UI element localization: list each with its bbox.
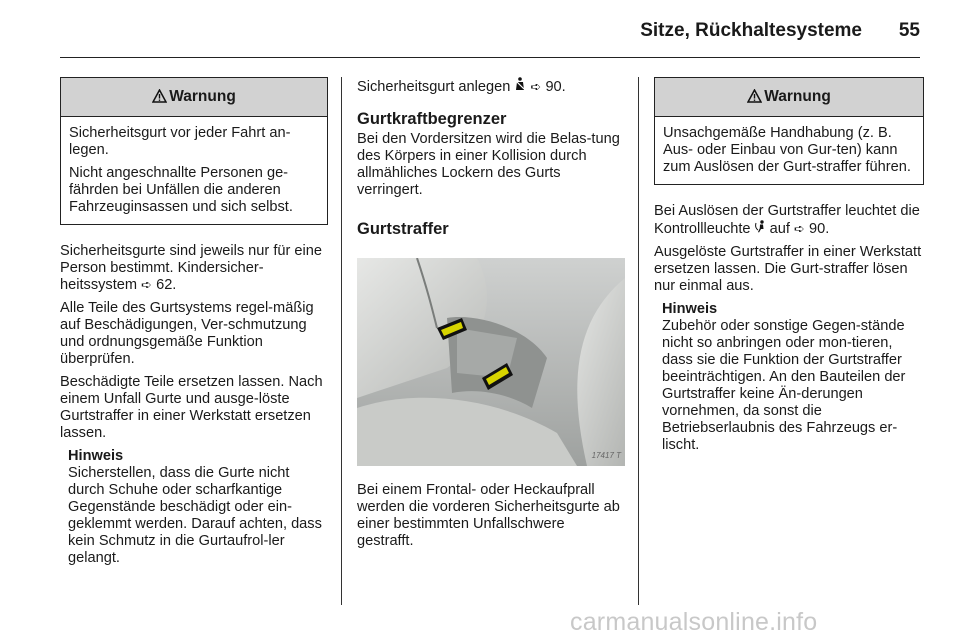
paragraph-text: Bei Auslösen der Gurtstraffer leuchtet die Kontrollleuchte <box>654 203 920 237</box>
paragraph <box>654 203 924 238</box>
column-right <box>654 77 924 454</box>
warning-text: Unsachgemäße Handhabung (z. B. Aus- oder Einbau von Gur-ten) kann zum Auslösen der Gurt-straffer führen. <box>663 125 911 175</box>
seatbelt-icon <box>514 79 526 95</box>
note-block <box>654 301 924 454</box>
warning-box <box>654 77 924 185</box>
paragraph <box>60 243 328 294</box>
paragraph-text: Sicherheitsgurt anlegen <box>357 79 511 95</box>
paragraph: Alle Teile des Gurtsystems regel-mäßig auf Beschädigungen, Ver-schmutzung und ordnungsgemäße Funktion überprüfen. <box>60 300 314 367</box>
paragraph: Bei den Vordersitzen wird die Belas-tung des Körpers in einer Kollision durch allmähliches Lockern des Gurts verringert. <box>357 131 620 198</box>
page-ref[interactable]: 90. <box>809 221 830 237</box>
column-divider <box>638 77 639 605</box>
note-title: Hinweis <box>68 448 124 464</box>
column-middle <box>357 77 625 556</box>
page-ref-arrow-icon: ➪ <box>794 222 805 237</box>
paragraph <box>357 77 625 96</box>
page-ref-arrow-icon: ➪ <box>530 80 542 95</box>
warning-triangle-icon <box>152 80 167 118</box>
note-title: Hinweis <box>662 301 718 317</box>
page-header <box>60 0 920 60</box>
section-heading: Gurtstraffer <box>357 220 449 238</box>
warning-body <box>655 117 923 184</box>
airbag-lamp-icon <box>755 221 766 237</box>
warning-label: Warnung <box>764 88 831 105</box>
paragraph: Bei einem Frontal- oder Heckaufprall werden die vorderen Sicherheitsgurte ab einer bestimmten Unfallschwere gestrafft. <box>357 482 620 549</box>
warning-triangle-icon <box>747 80 762 118</box>
note-block <box>60 448 328 567</box>
warning-text: Nicht angeschnallte Personen ge-fährden bei Unfällen die anderen Fahrzeuginsassen und sich selbst. <box>69 165 293 215</box>
paragraph-text: auf <box>769 221 790 237</box>
warning-text: Sicherheitsgurt vor jeder Fahrt an-legen. <box>69 125 291 158</box>
page-number: 55 <box>898 20 920 41</box>
page-ref[interactable]: 90. <box>545 79 566 95</box>
seatbelt-buckle-illustration <box>357 258 625 466</box>
paragraph: Ausgelöste Gurtstraffer in einer Werkstatt ersetzen lassen. Die Gurt-straffer lösen nur einmal aus. <box>654 244 922 294</box>
note-text: Sicherstellen, dass die Gurte nicht durch Schuhe oder scharfkantige Gegenstände beschädigt oder ein-geklemmt werden. Darauf achten, dass kein Schmutz in die Gurtaufrol-ler gelangt. <box>68 465 322 566</box>
page-ref[interactable]: 62. <box>156 277 177 293</box>
warning-body <box>61 117 327 224</box>
paragraph: Beschädigte Teile ersetzen lassen. Nach einem Unfall Gurte und ausge-löste Gurtstraffer in einer Werkstatt ersetzen lassen. <box>60 374 323 441</box>
header-rule <box>60 57 920 58</box>
warning-box <box>60 77 328 225</box>
warning-label: Warnung <box>169 88 236 105</box>
column-left <box>60 77 328 567</box>
column-divider <box>341 77 342 605</box>
warning-header <box>61 78 327 117</box>
watermark: carmanualsonline.info <box>570 608 818 636</box>
note-text: Zubehör oder sonstige Gegen-stände nicht so anbringen oder mon-tieren, dass sie die Funktion der Gurtstraffer beeinträchtigen. An den Bauteilen der Gurtstraffer keine Än-derungen vornehmen, da sonst die Betriebserlaubnis des Fahrzeugs er-lischt. <box>662 318 906 453</box>
page-title: Sitze, Rückhaltesysteme <box>640 20 862 41</box>
page-ref-arrow-icon: ➪ <box>141 278 153 293</box>
warning-header <box>655 78 923 117</box>
figure-number: 17417 T <box>591 451 621 460</box>
paragraph-text: Sicherheitsgurte sind jeweils nur für eine Person bestimmt. Kindersicher-heitssystem <box>60 243 323 293</box>
section-heading: Gurtkraftbegrenzer <box>357 110 507 128</box>
